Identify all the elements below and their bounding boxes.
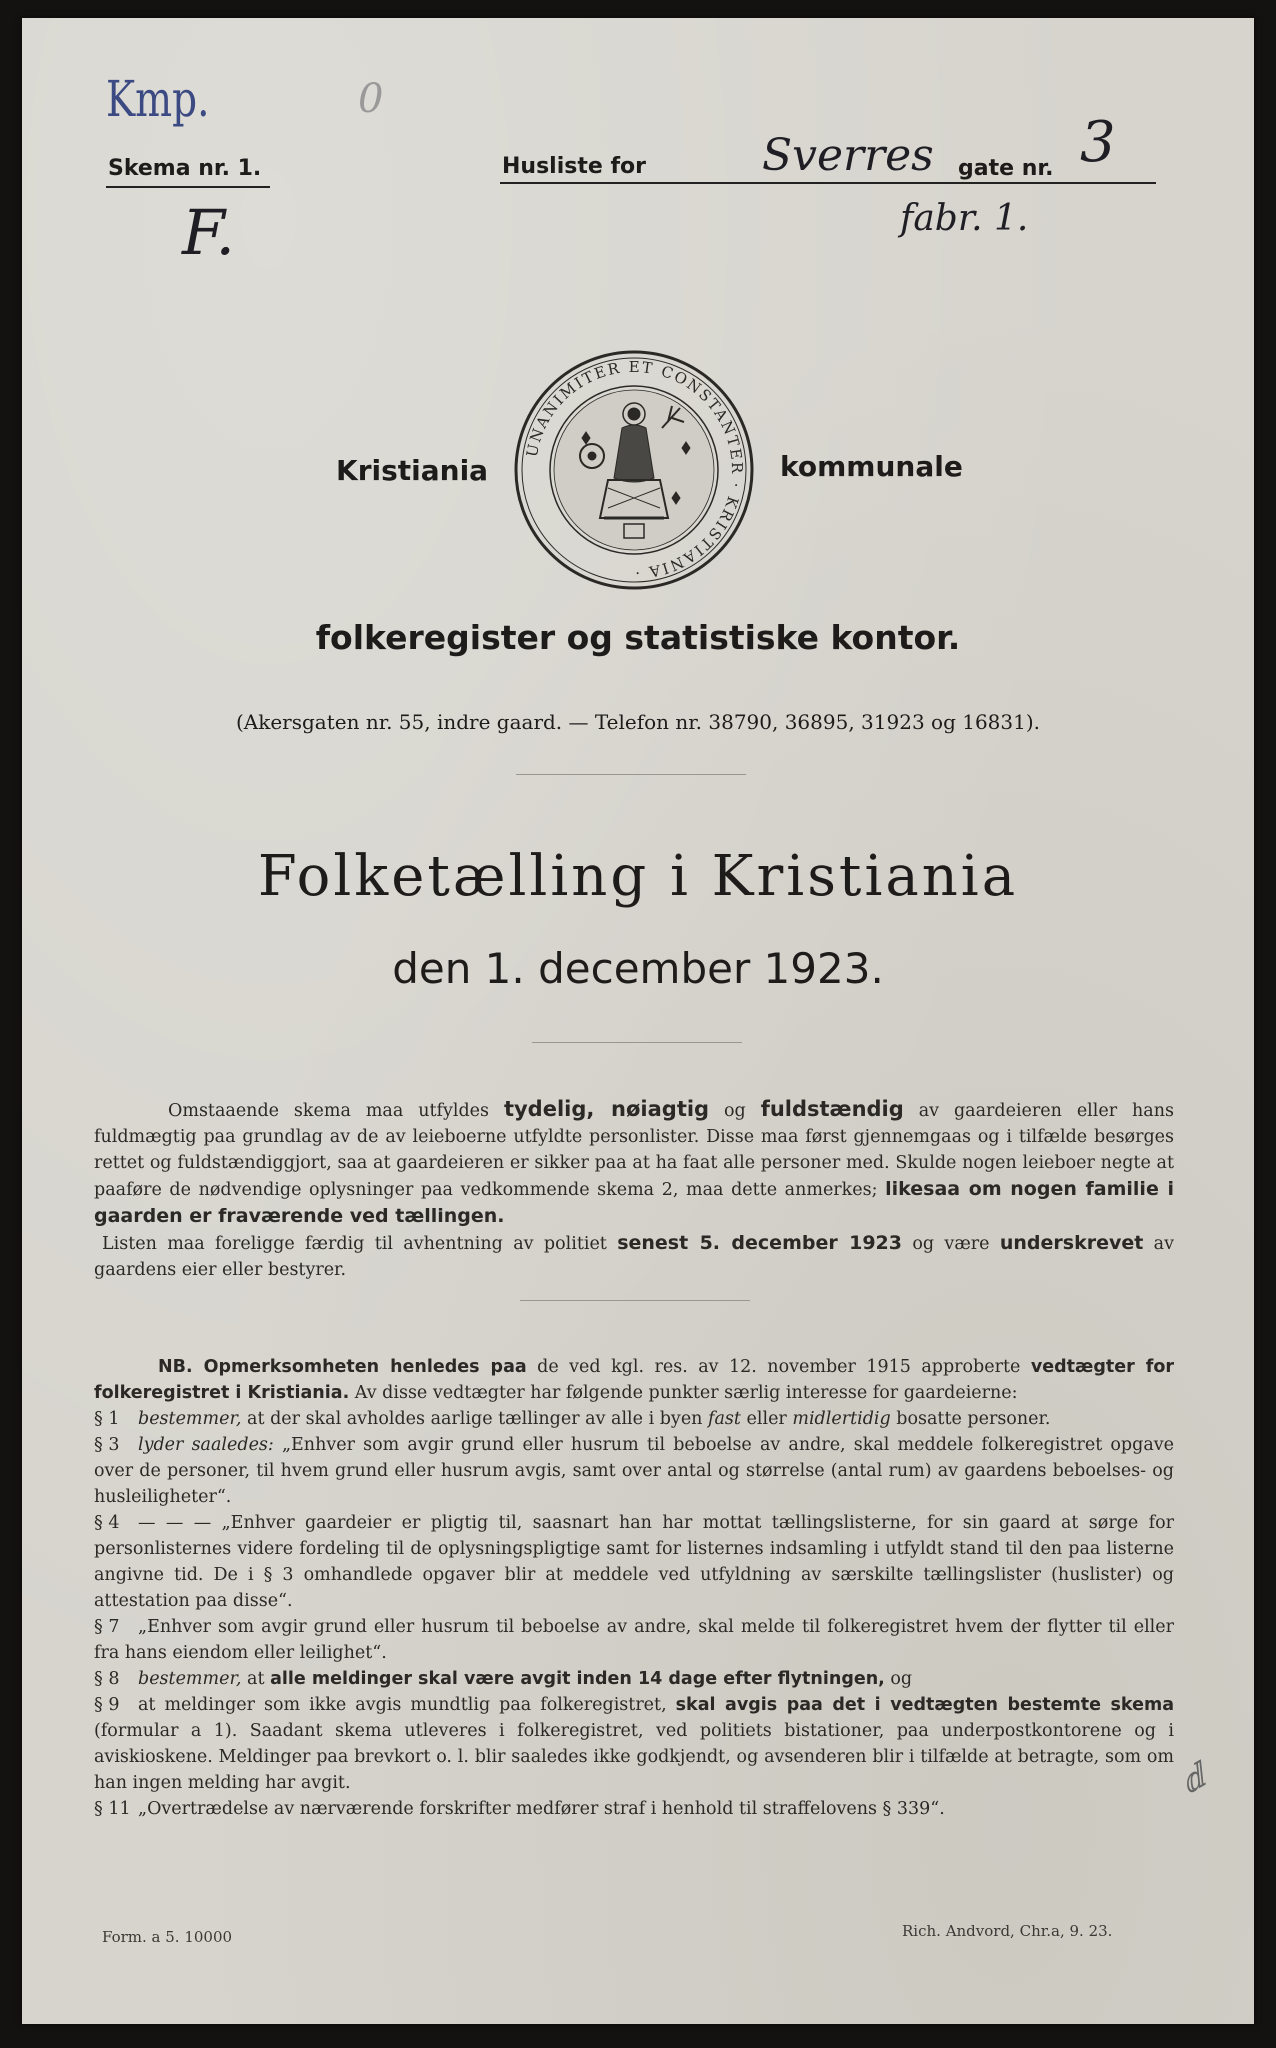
handwritten-mark-f: F.: [182, 196, 236, 269]
form-number: Form. a 5. 10000: [102, 1928, 233, 1946]
section-7-number: § 7: [94, 1617, 120, 1637]
printer-credit: Rich. Andvord, Chr.a, 9. 23.: [902, 1922, 1113, 1940]
section-9-text-2: (formular a 1). Saadant skema utleveres i folkeregistret, ved politiets bistationer, paa underpostkontorene og i aviskioskene. Meldinger paa brevkort o. l. blir saaledes ikke godkjendt, og avsenderen blir i tilfælde at betragte, som om han ingen melding har avgit.: [94, 1721, 1174, 1793]
instructions-paragraph: [94, 1096, 1174, 1283]
instructions-text-3: av gaardeieren eller hans fuldmægtig paa grundlag av de av leieboerne utfyldte personlister. Disse maa først gjennemgaas og i tilfælde besørges rettet og fuldstændiggjort, saa at gaardeieren er sikker paa at ha faat alle personer med. Skulde nogen leieboer negte at paaføre de nødvendige oplysninger paa vedkommende skema 2, maa dette anmerkes;: [94, 1101, 1174, 1200]
instructions-text-4: Listen maa foreligge færdig til avhentning av politiet: [102, 1234, 618, 1254]
instructions-text-1: Omstaaende skema maa utfyldes: [168, 1101, 504, 1121]
margin-pencil-mark: ⅆ: [1173, 1756, 1213, 1802]
section-4-text: — — — „Enhver gaardeier er pligtig til, saasnart han har mottat tællingslisterne, for sin gaard at sørge for personlisternes videre fordeling til de oplysningspligtige samt for listernes indsamling i utfyldt stand til den paa listerne angivne tid. De i § 3 omhandlede opgaver blir at meddele ved utfyldning av særskilte tællingslister (huslister) og attestation paa disse“.: [94, 1513, 1174, 1611]
husliste-underline: [500, 182, 1156, 184]
instructions-bold-4: senest 5. december 1923: [617, 1232, 902, 1254]
instructions-bold-2: fuldstændig: [760, 1097, 904, 1121]
section-9-number: § 9: [94, 1695, 120, 1715]
nb-statutes-section: [94, 1354, 1174, 1822]
section-1-text-a: at der skal avholdes aarlige tællinger av alle i byen: [241, 1409, 709, 1429]
divider-1: [516, 774, 746, 775]
section-9: [94, 1692, 1174, 1796]
divider-3: [520, 1300, 750, 1301]
section-9-bold: skal avgis paa det i vedtægten bestemte skema: [675, 1695, 1175, 1715]
section-9-text-1: at meldinger som ikke avgis mundtlig paa folkeregistret,: [138, 1695, 676, 1715]
section-11-text: „Overtrædelse av nærværende forskrifter medfører straf i henhold til straffelovens § 339“.: [138, 1799, 945, 1819]
nb-intro: [94, 1354, 1174, 1406]
census-date: den 1. december 1923.: [392, 944, 884, 993]
office-left-word: Kristiania: [336, 454, 489, 487]
section-4-number: § 4: [94, 1513, 120, 1533]
section-3-number: § 3: [94, 1435, 120, 1455]
office-name: folkeregister og statistiske kontor.: [315, 618, 961, 657]
section-7-text: „Enhver som avgir grund eller husrum til beboelse av andre, skal melde til folkeregistret hvem der flytter til eller fra hans eiendom eller leilighet“.: [94, 1617, 1174, 1663]
handwritten-mark-fabr: fabr. 1.: [900, 198, 1029, 239]
skema-underline: [106, 186, 270, 188]
instructions-text-2: og: [709, 1101, 761, 1121]
section-8-text-1: at: [241, 1669, 271, 1689]
office-address: (Akersgaten nr. 55, indre gaard. — Telefon nr. 38790, 36895, 31923 og 16831).: [235, 710, 1041, 734]
section-1-italic-3: midlertidig: [792, 1409, 891, 1429]
kristiania-city-seal-icon: [512, 348, 756, 592]
section-8-bold: alle meldinger skal være avgit inden 14 dage efter flytningen,: [270, 1669, 885, 1689]
nb-bold-2: vedtægter for folkeregistret i Kristiania.: [94, 1357, 1174, 1403]
house-number-handwritten: 3: [1080, 110, 1116, 175]
instructions-bold-5: underskrevet: [999, 1232, 1144, 1254]
section-8-number: § 8: [94, 1669, 120, 1689]
section-1-italic-2: fast: [708, 1409, 741, 1429]
section-1-text-c: bosatte personer.: [890, 1409, 1051, 1429]
instructions-text-6: av gaardens eier eller bestyrer.: [94, 1234, 1174, 1280]
pencil-mark: 0: [358, 76, 384, 122]
page-title: Folketælling i Kristiania: [257, 844, 1019, 909]
section-8-italic: bestemmer,: [138, 1669, 242, 1689]
section-4: [94, 1510, 1174, 1614]
nb-bold-1: NB. Opmerksomheten henledes paa: [158, 1357, 527, 1377]
nb-text-1: de ved kgl. res. av 12. november 1915 approberte: [526, 1357, 1031, 1377]
section-1-italic: bestemmer,: [138, 1409, 242, 1429]
svg-text:UNANIMITER ET CONSTANTER · KRI: UNANIMITER ET CONSTANTER · KRISTIANIA ·: [522, 357, 747, 583]
instructions-bold-3: likesaa om nogen familie i gaarden er fraværende ved tællingen.: [94, 1178, 1174, 1227]
street-name-handwritten: Sverres: [762, 130, 934, 181]
instructions-text-5: og være: [902, 1234, 1000, 1254]
husliste-label: Husliste for: [502, 154, 646, 179]
divider-2: [532, 1042, 742, 1043]
gate-nr-label: gate nr.: [958, 156, 1054, 181]
census-form-page: [22, 18, 1254, 2024]
instructions-bold-1: tydelig, nøiagtig: [503, 1097, 710, 1121]
section-1-number: § 1: [94, 1409, 120, 1429]
section-1: [94, 1406, 1174, 1432]
section-1-text-b: eller: [740, 1409, 793, 1429]
skema-label: Skema nr. 1.: [108, 156, 262, 181]
section-7: [94, 1614, 1174, 1666]
section-11-number: § 11: [94, 1799, 131, 1819]
nb-text-2: Av disse vedtægter har følgende punkter særlig interesse for gaardeierne:: [349, 1383, 1018, 1403]
kmp-stamp: Kmp.: [106, 70, 210, 128]
section-3-italic: lyder saaledes:: [138, 1435, 274, 1455]
office-right-word: kommunale: [780, 450, 963, 483]
section-3-text: „Enhver som avgir grund eller husrum til beboelse av andre, skal meddele folkeregistret opgave over de personer, til hvem grund eller husrum avgis, samt over antal og størrelse (antal rum) av gaardens beboelses- og husleiligheter“.: [94, 1435, 1174, 1507]
section-3: [94, 1432, 1174, 1510]
section-11: [94, 1796, 1174, 1822]
section-8: [94, 1666, 1174, 1692]
section-8-text-2: og: [884, 1669, 913, 1689]
